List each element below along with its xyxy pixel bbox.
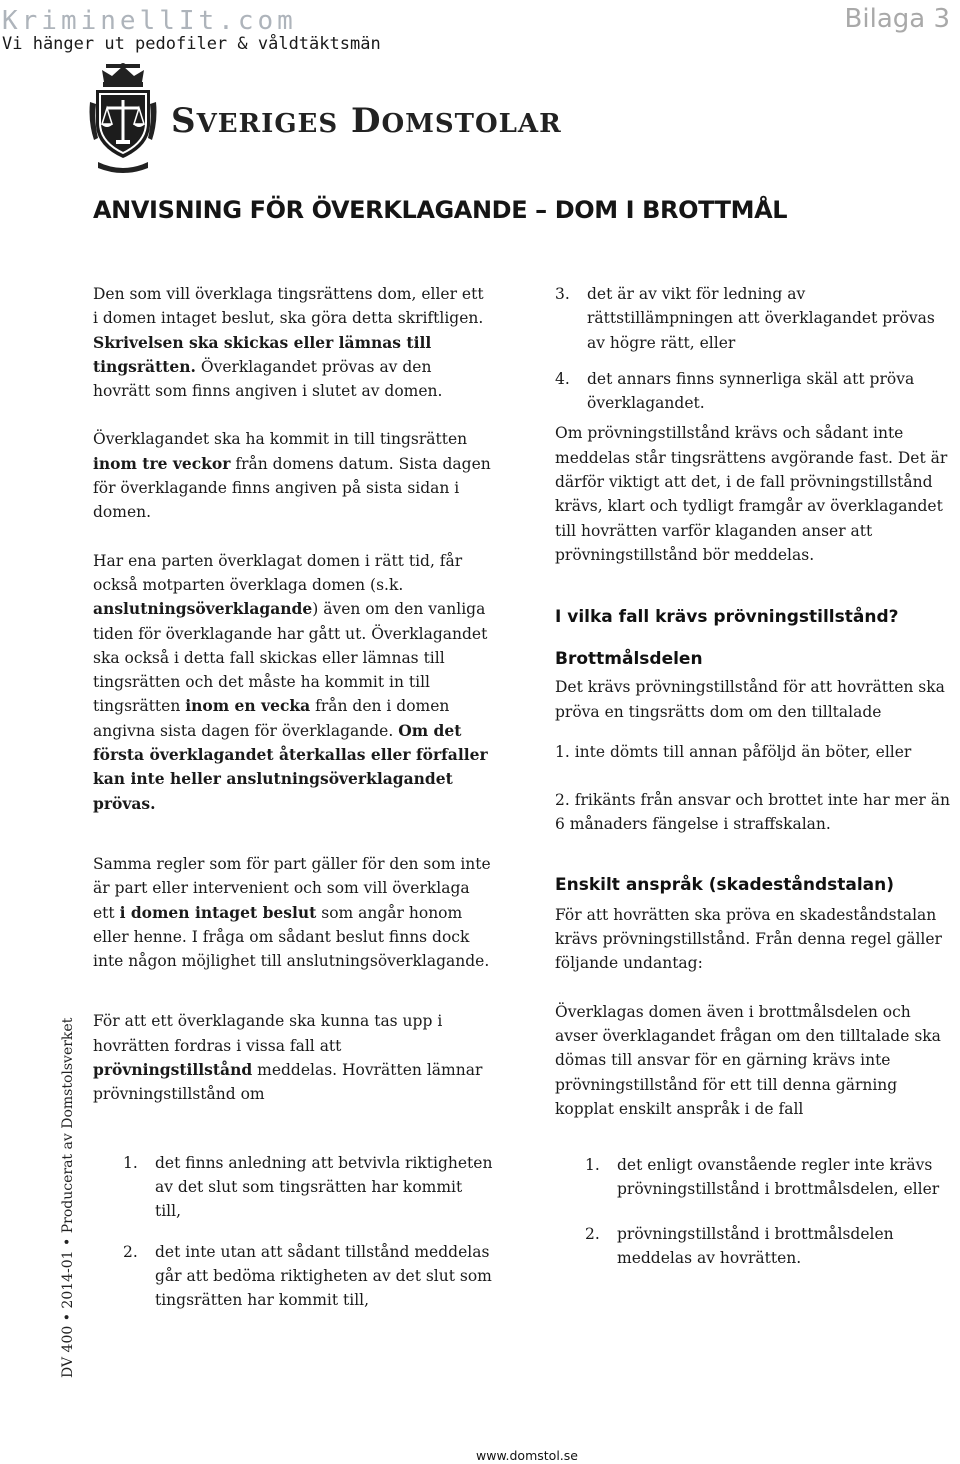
section-heading: I vilka fall krävs prövningstillstånd? bbox=[555, 607, 899, 628]
sveriges-domstolar-logo bbox=[88, 62, 603, 178]
crowned-shield-scales-emblem bbox=[88, 62, 158, 178]
paragraph-private-claim: För att hovrätten ska pröva en skadeståndstalan krävs prövningstillstånd. Från denna regel gäller följande undantag: bbox=[555, 905, 942, 973]
list-item: 2. frikänts från ansvar och brottet inte har mer än 6 månaders fängelse i straffskalan. bbox=[555, 791, 950, 834]
paragraph-exception: Överklagas domen även i brottmålsdelen och avser överklagandet frågan om den tilltalade ska dömas till ansvar för en gärning krävs inte prövningstillstånd för ett till denna gärning kopplat enskilt anspråk i de fall bbox=[555, 1002, 941, 1118]
list-item: 1. det finns anledning att betvivla riktigheten av det slut som tingsrätten har kommit till, bbox=[123, 1153, 493, 1221]
left-column bbox=[93, 282, 493, 1312]
site-title: KriminellIt.com bbox=[2, 6, 297, 36]
document-title: ANVISNING FÖR ÖVERKLAGANDE – DOM I BROTTMÅL bbox=[93, 196, 788, 224]
footer-url: www.domstol.se bbox=[476, 1448, 578, 1463]
paragraph-appeal-intro: Den som vill överklaga tingsrättens dom, eller ett i domen intaget beslut, ska göra detta skriftligen. Skrivelsen ska skickas eller lämnas till tingsrätten. Överklagandet prövas av den hovrätt som finns angiven i slutet av domen. bbox=[93, 285, 484, 401]
logo-wordmark: SVERIGES DOMSTOLAR bbox=[171, 101, 562, 141]
attachment-label: Bilaga 3 bbox=[844, 4, 950, 34]
paragraph-criminal-leave: Det krävs prövningstillstånd för att hovrätten ska pröva en tingsrätts dom om den tilltalade bbox=[555, 678, 945, 721]
paragraph-leave-consequence: Om prövningstillstånd krävs och sådant inte meddelas står tingsrättens avgörande fast. Det är därför viktigt att det, i de fall prövningstillstånd krävs, klart och tydligt framgår av överklagandet till hovrätten varför klaganden anser att prövningstillstånd bör meddelas. bbox=[555, 424, 948, 564]
list-item: 4. det annars finns synnerliga skäl att pröva överklagandet. bbox=[555, 369, 915, 413]
list-item: 2. prövningstillstånd i brottmålsdelen meddelas av hovrätten. bbox=[585, 1224, 894, 1268]
paragraph-leave-to-appeal: För att ett överklagande ska kunna tas upp i hovrätten fordras i vissa fall att prövningstillstånd meddelas. Hovrätten lämnar prövningstillstånd om bbox=[93, 1012, 483, 1104]
list-item: 1. det enligt ovanstående regler inte krävs prövningstillstånd i brottmålsdelen, eller bbox=[585, 1156, 940, 1199]
list-item: 3. det är av vikt för ledning av rättstillämpningen att överklagandet prövas av högre rätt, eller bbox=[555, 285, 935, 352]
paragraph-non-party: Samma regler som för part gäller för den som inte är part eller intervenient och som vill överklaga ett i domen intaget beslut som angår honom eller henne. I fråga om sådant beslut finns dock inte någon möjlighet till anslutningsöverklagande. bbox=[93, 854, 491, 971]
form-reference-vertical: DV 400 • 2014-01 • Producerat av Domstolsverket bbox=[60, 1017, 76, 1378]
site-tagline: Vi hänger ut pedofiler & våldtäktsmän bbox=[2, 34, 381, 54]
paragraph-deadline: Överklagandet ska ha kommit in till tingsrätten inom tre veckor från domens datum. Sista dagen för överklagande finns angiven på sista sidan i domen. bbox=[93, 430, 491, 522]
list-item: 1. inte dömts till annan påföljd än böter, eller bbox=[555, 742, 912, 761]
right-column bbox=[555, 282, 950, 1270]
list-item: 2. det inte utan att sådant tillstånd meddelas går att bedöma riktigheten av det slut som tingsrätten har kommit till, bbox=[123, 1242, 492, 1310]
subsection-heading-private-claim: Enskilt anspråk (skadeståndstalan) bbox=[555, 874, 895, 895]
paragraph-cross-appeal: Har ena parten överklagat domen i rätt tid, får också motparten överklaga domen (s.k. anslutningsöverklagande) även om den vanliga tiden för överklagande har gått ut. Överklagandet ska också i detta fall skickas eller lämnas till tingsrätten och det måste ha kommit in till tingsrätten inom en vecka från den i domen angivna sista dagen för överklagande. Om det första överklagandet återkallas eller förfaller kan inte heller anslutningsöverklagandet prövas. bbox=[93, 551, 488, 813]
subsection-heading-criminal: Brottmålsdelen bbox=[555, 649, 703, 670]
